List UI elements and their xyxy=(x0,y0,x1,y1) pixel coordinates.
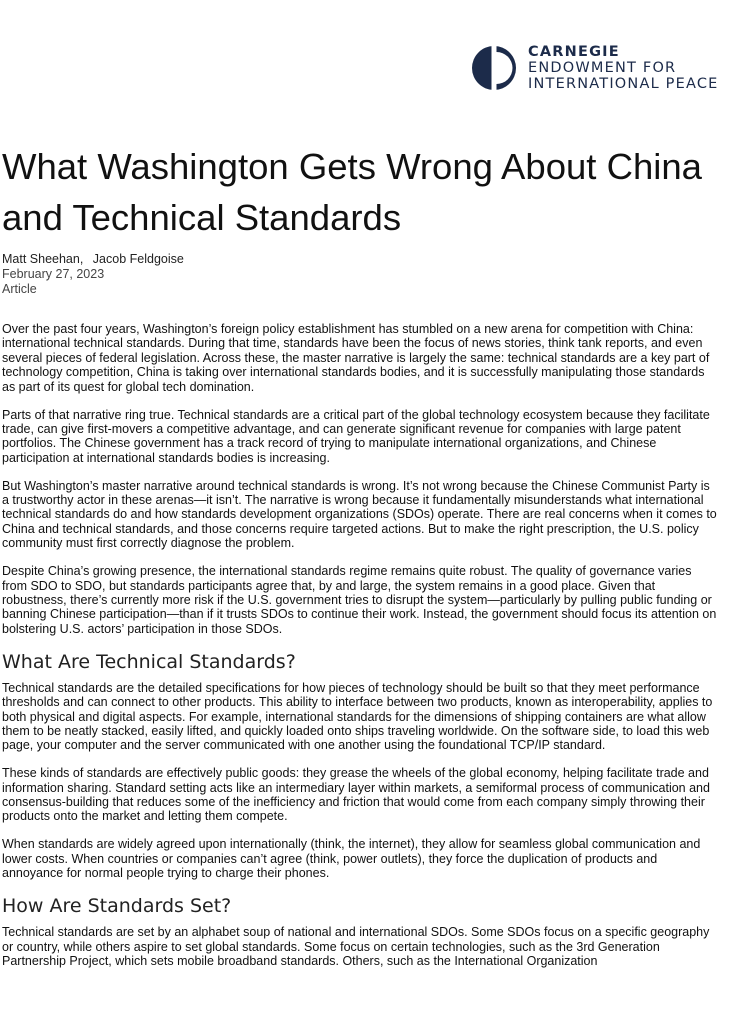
body-paragraph: Technical standards are set by an alphabet soup of national and international SDOs. Some SDOs focus on a specific geography or country, while others aspire to set global standards. Some focus on certain technologies, such as the 3rd Generation Partnership Project, which sets mobile broadband standards. Others, such as the International Organization xyxy=(2,925,710,968)
author-link[interactable]: Jacob Feldgoise xyxy=(92,252,184,266)
article-title: What Washington Gets Wrong About China and Technical Standards xyxy=(2,146,702,238)
body-paragraph: Despite China’s growing presence, the international standards regime remains quite robust. The quality of governance varies from SDO to SDO, but standards participants agree that, by and large, the system remains in a good place. Given that robustness, there’s currently more risk if the U.S. government tries to disrupt the system—particularly by pulling public funding or banning Chinese participation—than if it trusts SDOs to continue their work. Instead, the government should focus its attention on bolstering U.S. actors’ participation in those SDOs. xyxy=(2,564,717,636)
carnegie-logo[interactable] xyxy=(470,44,719,92)
logo-line-carnegie: CARNEGIE xyxy=(528,44,620,60)
author-list xyxy=(2,252,184,267)
body-paragraph: These kinds of standards are effectively public goods: they grease the wheels of the global economy, helping facilitate trade and information sharing. Standard setting acts like an intermediary layer within markets, a semiformal process of communication and consensus-building that reduces some of the inefficiency and friction that would come from each company simply throwing their products onto the market and letting them compete. xyxy=(2,766,710,824)
body-paragraph: Parts of that narrative ring true. Technical standards are a critical part of the global technology ecosystem because they facilitate trade, can give first-movers a competitive advantage, and can generate significant revenue for companies with large patent portfolios. The Chinese government has a track record of trying to manipulate international organizations, and Chinese participation at international standards bodies is increasing. xyxy=(2,407,710,465)
section-heading: What Are Technical Standards? xyxy=(2,650,296,673)
article-type: Article xyxy=(2,282,37,296)
publish-date: February 27, 2023 xyxy=(2,267,105,281)
section-heading: How Are Standards Set? xyxy=(2,895,232,918)
body-paragraph: Over the past four years, Washington’s foreign policy establishment has stumbled on a new arena for competition with China: international technical standards. During that time, standards have been the focus of news stories, think tank reports, and even several pieces of federal legislation. Across these, the master narrative is largely the same: technical standards are a key part of technology competition, China is taking over international standards bodies, and it is successfully manipulating those standards as part of its quest for global tech domination. xyxy=(2,322,710,394)
logo-line-endowment: ENDOWMENT FOR xyxy=(528,60,677,76)
logo-wordmark xyxy=(528,44,719,92)
logo-line-peace: INTERNATIONAL PEACE xyxy=(528,76,719,92)
body-paragraph: But Washington’s master narrative around technical standards is wrong. It’s not wrong because the Chinese Communist Party is a trustworthy actor in these arenas—it isn’t. The narrative is wrong because it fundamentally misunderstands what international technical standards do and how standards development organizations (SDOs) operate. There are real concerns when it comes to China and technical standards, and those concerns require targeted actions. But to make the right prescription, the U.S. policy community must first correctly diagnose the problem. xyxy=(2,478,717,551)
article-meta xyxy=(2,252,184,297)
body-paragraph: Technical standards are the detailed specifications for how pieces of technology should be built so that they meet performance thresholds and can connect to other products. This ability to interface between two products, known as interoperability, applies to both physical and digital aspects. For example, international standards for the dimensions of shipping containers are what allow them to be neatly stacked, easily lifted, and quickly loaded onto ships traveling worldwide. On the software side, to load this web page, your computer and the server communicated with one another using the foundational TCP/IP standard. xyxy=(2,680,713,753)
author-link[interactable]: Matt Sheehan, xyxy=(2,252,84,266)
article-body xyxy=(2,322,718,982)
carnegie-emblem-icon xyxy=(470,44,518,92)
body-paragraph: When standards are widely agreed upon internationally (think, the internet), they allow for seamless global communication and lower costs. When countries or companies can’t agree (think, power outlets), they force the duplication of products and annoyance for normal people trying to charge their phones. xyxy=(2,837,701,881)
